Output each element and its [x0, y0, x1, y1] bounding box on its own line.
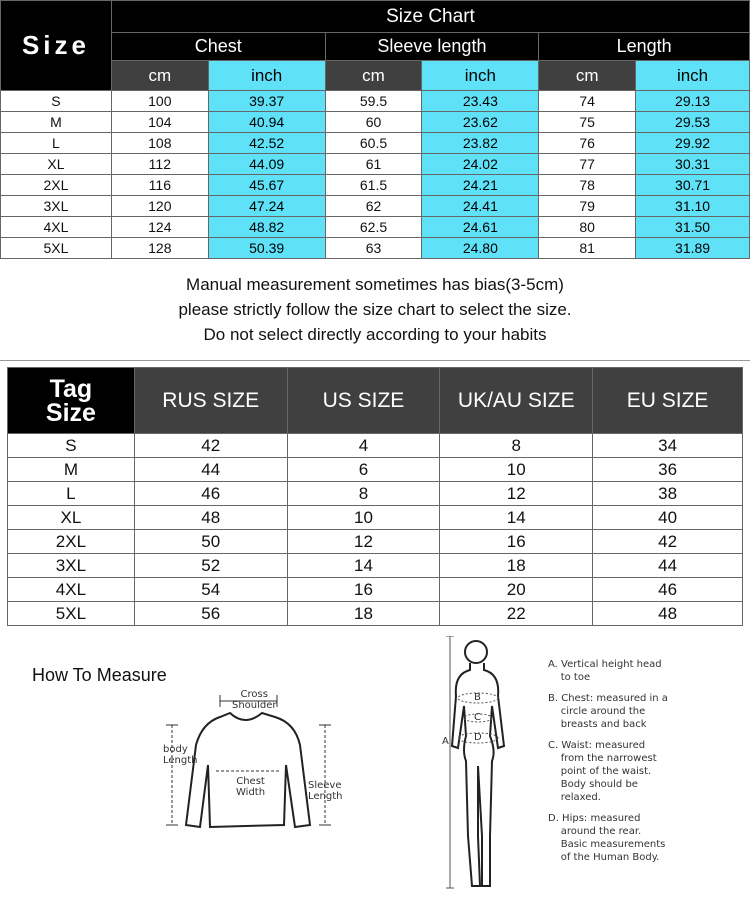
measurement-cell: 47.24: [208, 196, 325, 217]
size-chart-row: [1, 217, 750, 238]
measurement-cell: 45.67: [208, 175, 325, 196]
unit-header: cm: [539, 61, 636, 91]
measurement-cell: 108: [111, 133, 208, 154]
size-label-cell: S: [1, 91, 112, 112]
size-chart-row: [1, 133, 750, 154]
size-label-cell: 3XL: [1, 196, 112, 217]
section-divider: [0, 360, 750, 361]
size-label-cell: L: [1, 133, 112, 154]
measurement-cell: 60: [325, 112, 422, 133]
size-chart-row: [1, 112, 750, 133]
converted-size-cell: 46: [593, 578, 743, 602]
tag-label: Tag: [49, 374, 93, 403]
converted-size-cell: 54: [134, 578, 287, 602]
header-eu: EU SIZE: [593, 368, 743, 434]
measurement-cell: 29.13: [636, 91, 750, 112]
measurement-cell: 112: [111, 154, 208, 175]
unit-header: cm: [111, 61, 208, 91]
measurement-cell: 42.52: [208, 133, 325, 154]
measurement-cell: 44.09: [208, 154, 325, 175]
converted-size-cell: 22: [440, 602, 593, 626]
converted-size-cell: 52: [134, 554, 287, 578]
tag-size-row: [8, 530, 743, 554]
size-label-cell: 2XL: [1, 175, 112, 196]
size-label-cell: M: [1, 112, 112, 133]
measurement-note: [0, 272, 750, 347]
converted-size-cell: 44: [593, 554, 743, 578]
tag-size-row: [8, 482, 743, 506]
measurement-cell: 104: [111, 112, 208, 133]
converted-size-cell: 48: [134, 506, 287, 530]
converted-size-cell: 4: [287, 434, 440, 458]
converted-size-cell: 46: [134, 482, 287, 506]
converted-size-cell: 36: [593, 458, 743, 482]
converted-size-cell: 16: [287, 578, 440, 602]
size-chart-row: [1, 154, 750, 175]
group-header-sleeve: Sleeve length: [325, 33, 539, 61]
note-line: Manual measurement sometimes has bias(3-5cm): [186, 275, 564, 294]
converted-size-cell: 40: [593, 506, 743, 530]
size-chart-row: [1, 238, 750, 259]
measurement-cell: 124: [111, 217, 208, 238]
measure-legend: [548, 658, 738, 872]
measurement-cell: 50.39: [208, 238, 325, 259]
measurement-cell: 31.10: [636, 196, 750, 217]
measurement-cell: 29.53: [636, 112, 750, 133]
size-chart-row: [1, 175, 750, 196]
converted-size-cell: 20: [440, 578, 593, 602]
converted-size-cell: 12: [440, 482, 593, 506]
measurement-cell: 24.80: [422, 238, 539, 259]
converted-size-cell: 14: [287, 554, 440, 578]
measurement-cell: 24.02: [422, 154, 539, 175]
tag-size-row: [8, 434, 743, 458]
tag-size-cell: 5XL: [8, 602, 135, 626]
measurement-cell: 61: [325, 154, 422, 175]
size-label-cell: 5XL: [1, 238, 112, 259]
tag-size-row: [8, 578, 743, 602]
converted-size-cell: 34: [593, 434, 743, 458]
measurement-cell: 76: [539, 133, 636, 154]
header-rus: RUS SIZE: [134, 368, 287, 434]
converted-size-cell: 16: [440, 530, 593, 554]
measurement-cell: 40.94: [208, 112, 325, 133]
measurement-cell: 60.5: [325, 133, 422, 154]
marker-c: C: [474, 712, 481, 723]
tag-size-corner: [8, 368, 135, 434]
measurement-cell: 30.71: [636, 175, 750, 196]
legend-item-c: C. Waist: measured from the narrowest point of the waist. Body should be relaxed.: [548, 740, 657, 803]
measurement-cell: 62.5: [325, 217, 422, 238]
legend-item-b: B. Chest: measured in a circle around the breasts and back: [548, 693, 668, 730]
converted-size-cell: 56: [134, 602, 287, 626]
converted-size-cell: 42: [134, 434, 287, 458]
size-corner-label: Size: [1, 1, 112, 91]
measurement-cell: 116: [111, 175, 208, 196]
note-line: please strictly follow the size chart to select the size.: [178, 300, 572, 319]
tag-size-cell: 4XL: [8, 578, 135, 602]
header-us: US SIZE: [287, 368, 440, 434]
tag-size-row: [8, 554, 743, 578]
converted-size-cell: 14: [440, 506, 593, 530]
converted-size-cell: 50: [134, 530, 287, 554]
tag-size-cell: XL: [8, 506, 135, 530]
measurement-cell: 39.37: [208, 91, 325, 112]
marker-a: A: [442, 736, 449, 747]
group-header-length: Length: [539, 33, 750, 61]
marker-d: D: [474, 732, 482, 743]
measurement-cell: 48.82: [208, 217, 325, 238]
measurement-cell: 80: [539, 217, 636, 238]
how-to-measure-title: How To Measure: [32, 665, 167, 685]
converted-size-cell: 42: [593, 530, 743, 554]
size-label-cell: 4XL: [1, 217, 112, 238]
measurement-cell: 63: [325, 238, 422, 259]
sleeve-length-label: Sleeve Length: [308, 780, 343, 802]
measurement-cell: 59.5: [325, 91, 422, 112]
size-chart-row: [1, 196, 750, 217]
measurement-cell: 24.61: [422, 217, 539, 238]
measurement-cell: 23.43: [422, 91, 539, 112]
measurement-cell: 30.31: [636, 154, 750, 175]
measurement-cell: 120: [111, 196, 208, 217]
converted-size-cell: 10: [287, 506, 440, 530]
unit-header: inch: [422, 61, 539, 91]
converted-size-cell: 18: [440, 554, 593, 578]
legend-item-d: D. Hips: measured around the rear. Basic measurements of the Human Body.: [548, 813, 666, 863]
size-chart-table: [0, 0, 750, 259]
converted-size-cell: 8: [440, 434, 593, 458]
body-figure-diagram: [438, 636, 538, 898]
chest-width-label: Chest Width: [236, 776, 266, 798]
measurement-cell: 79: [539, 196, 636, 217]
converted-size-cell: 48: [593, 602, 743, 626]
measurement-cell: 78: [539, 175, 636, 196]
measurement-cell: 24.21: [422, 175, 539, 196]
converted-size-cell: 10: [440, 458, 593, 482]
measurement-cell: 29.92: [636, 133, 750, 154]
tag-size-row: [8, 458, 743, 482]
converted-size-cell: 18: [287, 602, 440, 626]
measurement-cell: 74: [539, 91, 636, 112]
measurement-cell: 62: [325, 196, 422, 217]
tag-size-cell: L: [8, 482, 135, 506]
converted-size-cell: 8: [287, 482, 440, 506]
header-ukau: UK/AU SIZE: [440, 368, 593, 434]
measurement-cell: 77: [539, 154, 636, 175]
cross-shoulder-label: Cross Shoulder: [232, 689, 277, 711]
group-header-chest: Chest: [111, 33, 325, 61]
measurement-cell: 23.62: [422, 112, 539, 133]
converted-size-cell: 12: [287, 530, 440, 554]
size-chart-title: Size Chart: [111, 1, 749, 33]
body-length-label: body Length: [163, 744, 198, 766]
tag-size-cell: 3XL: [8, 554, 135, 578]
unit-header: cm: [325, 61, 422, 91]
legend-item-a: A. Vertical height head to toe: [548, 659, 662, 683]
tag-size-cell: S: [8, 434, 135, 458]
converted-size-cell: 6: [287, 458, 440, 482]
measurement-cell: 31.50: [636, 217, 750, 238]
size-label-cell: XL: [1, 154, 112, 175]
converted-size-cell: 38: [593, 482, 743, 506]
tag-size-row: [8, 602, 743, 626]
tag-size-table: [7, 367, 743, 626]
unit-header: inch: [636, 61, 750, 91]
measurement-cell: 100: [111, 91, 208, 112]
marker-b: B: [474, 692, 481, 703]
size-chart-row: [1, 91, 750, 112]
tag-size-row: [8, 506, 743, 530]
size-label: Size: [45, 398, 96, 427]
measurement-cell: 31.89: [636, 238, 750, 259]
unit-header: inch: [208, 61, 325, 91]
converted-size-cell: 44: [134, 458, 287, 482]
tag-size-cell: M: [8, 458, 135, 482]
measurement-cell: 23.82: [422, 133, 539, 154]
measurement-cell: 81: [539, 238, 636, 259]
measurement-cell: 24.41: [422, 196, 539, 217]
measurement-cell: 128: [111, 238, 208, 259]
note-line: Do not select directly according to your habits: [203, 325, 547, 344]
tag-size-cell: 2XL: [8, 530, 135, 554]
measurement-cell: 75: [539, 112, 636, 133]
measurement-cell: 61.5: [325, 175, 422, 196]
